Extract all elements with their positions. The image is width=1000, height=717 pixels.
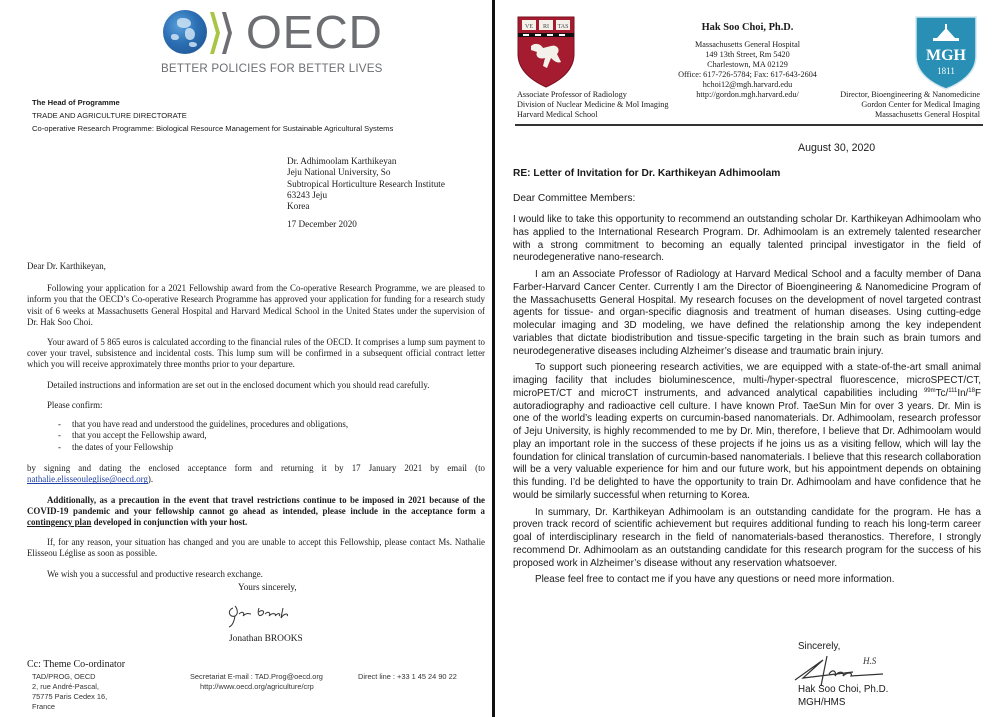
- recipient-line: 63243 Jeju: [287, 189, 328, 200]
- paragraph: I am an Associate Professor of Radiology at Harvard Medical School and a faculty member of Dana Farber-Harvard Cancer Center. Currently I am the Director of Bioengineering & Nanomedicine Program of the Massachusetts General Hospital. My research focuses on the development of novel targeted contrast agents for tissue- and organ-specific diagnosis and treatment of human diseases. Using cutting-edge molecular imaging and 3D modeling, we have defined the relationship among the key independent variables that dictate biodistribution and tissue-specific targeting in the brain such as brain tumors and neurodegenerative diseases including Alzheimer’s disease and traumatic brain injury.: [513, 269, 981, 357]
- list-item: - that you accept the Fellowship award,: [72, 430, 485, 441]
- paragraph: In summary, Dr. Karthikeyan Adhimoolam is an outstanding candidate for the program. He has a proven track record of scientific achievement but requires additional funding to reach his long-term career goal of interdisciplinary research in the field of nanomaterials-based theranostics. Therefore, I strongly recommend Dr. Adhimoolam as an outstanding candidate for this research program for the success of his proposed work in Alzheimer’s disease without any reservation whatsoever.: [513, 506, 981, 569]
- chevron-gray-icon: [222, 12, 232, 54]
- signer-affiliation: MGH/HMS: [798, 696, 846, 708]
- signer-name: Hak Soo Choi, Ph.D.: [798, 684, 889, 695]
- website-link[interactable]: http://www.oecd.org/agriculture/crp: [200, 682, 314, 691]
- cc-line: Cc: Theme Co-ordinator: [27, 659, 126, 670]
- paragraph: Please confirm:: [47, 399, 103, 410]
- svg-text:MGH: MGH: [926, 47, 966, 64]
- signer-name: Jonathan BROOKS: [229, 634, 303, 644]
- paragraph: Detailed instructions and information are set out in the enclosed document which you should read carefully.: [47, 379, 430, 390]
- chevron-green-icon: [210, 12, 220, 54]
- email-link[interactable]: nathalie.elisseouleglise@oecd.org: [27, 474, 148, 485]
- svg-text:RI: RI: [543, 24, 549, 30]
- letterhead-rule: [515, 124, 983, 126]
- letter-date: August 30, 2020: [798, 142, 876, 154]
- recipient-address: [287, 156, 445, 212]
- signature-icon: [225, 600, 315, 628]
- letter-body: [513, 214, 981, 591]
- website-link[interactable]: http://gordon.mgh.harvard.edu/: [696, 90, 799, 99]
- sender-block: [32, 96, 393, 135]
- letter-body: [27, 261, 485, 589]
- svg-text:H.S: H.S: [863, 656, 877, 666]
- sender-directorate: TRADE AND AGRICULTURE DIRECTORATE: [32, 111, 187, 120]
- signer-block: [798, 684, 888, 709]
- sender-title: The Head of Programme: [32, 98, 120, 107]
- closing: Yours sincerely,: [238, 582, 297, 592]
- svg-text:VE: VE: [525, 24, 533, 30]
- list-item: - the dates of your Fellowship: [72, 442, 485, 453]
- contingency-plan: contingency plan: [27, 517, 92, 528]
- list-item: - that you have read and understood the guidelines, procedures and obligations,: [72, 419, 485, 430]
- recipient-line: Jeju National University, So: [287, 167, 391, 178]
- secretariat-email: Secretariat E-mail : TAD.Prog@oecd.org: [190, 672, 323, 681]
- paragraph: Please feel free to contact me if you have any questions or need more information.: [535, 574, 895, 586]
- letterhead-affiliation-right: Director, Bioengineering & Nanomedicine Gordon Center for Medical Imaging Massachusetts General Hospital: [840, 90, 980, 119]
- mgh-shield-icon: [915, 16, 977, 90]
- mgh-letter: [495, 0, 1000, 717]
- paragraph: I would like to take this opportunity to recommend an outstanding scholar Dr. Karthikeyan Adhimoolam who has applied to the International Research Program. Dr. Adhimoolam is an extremely talented researcher with a strong commitment to becoming an equally talented principal investigator in the field of neurodegenerative nano-research.: [513, 214, 981, 264]
- re-line: RE: Letter of Invitation for Dr. Karthikeyan Adhimoolam: [513, 168, 781, 179]
- salutation: Dear Dr. Karthikeyan,: [27, 261, 106, 271]
- email-link[interactable]: hchoi12@mgh.harvard.edu: [702, 80, 793, 89]
- oecd-wordmark: OECD: [246, 6, 383, 58]
- recipient-line: Dr. Adhimoolam Karthikeyan: [287, 156, 397, 166]
- paragraph: We wish you a successful and productive research exchange.: [47, 568, 263, 579]
- paragraph: Your award of 5 865 euros is calculated according to the financial rules of the OECD. It comprises a lump sum payment to cover your travel, subsistence and incidental costs. This lump sum will be confirmed in a subsequent official contract letter which you will receive approximately three months prior to your departure.: [27, 337, 485, 370]
- oecd-letter: [0, 0, 492, 717]
- letterhead-name: Hak Soo Choi, Ph.D.: [701, 22, 794, 33]
- recipient-line: Korea: [287, 201, 310, 212]
- svg-text:1811: 1811: [937, 66, 955, 76]
- paragraph: To support such pioneering research activities, we are equipped with a state-of-the-art small animal imaging facility that includes bioluminescence, multi-/hyper-spectral fluorescence, microSPECT/CT, microPET/CT and microCT instruments, and advanced analytical capabilities including $^{99m}$Tc/$^{111}$In/$^{18}$F autoradiography and radioactive cell culture. I have known Prof. TaeSun Min for over 3 years. Dr. Min is one of the world’s leading experts on curcumin-based nanomaterials. Dr. Adhimoolam, research professor of Jeju University, is highly recommended to me by Dr. Min, therefore, I believe that Dr. Adhimoolam would play an important role in the success of these projects if he joins us as a visiting fellow, which will lay the foundation for clinical translation of curcumin-based nanomaterials. I believe that this research collaboration will be a very valuable experience for him and our future work, but his appointment depends on obtaining this funding. I’d be delighted to have the opportunity to train Dr. Adhimoolam and have confidence that he would be similarly successful when returning to Korea.: [513, 362, 981, 501]
- letter-date: 17 December 2020: [287, 219, 357, 229]
- confirm-list: [72, 419, 485, 453]
- oecd-logo: [160, 6, 383, 76]
- footer-contact: [190, 672, 323, 692]
- paragraph: If, for any reason, your situation has changed and you are unable to accept this Fellowship, please contact Ms. Nathalie Elisseou Léglise as soon as possible.: [27, 537, 485, 559]
- recipient-line: Subtropical Horticulture Research Institute: [287, 178, 445, 189]
- oecd-tagline: BETTER POLICIES FOR BETTER LIVES: [161, 62, 383, 75]
- svg-text:TAS: TAS: [557, 24, 569, 30]
- sender-programme: Co-operative Research Programme: Biological Resource Management for Sustainable Agricultural Systems: [32, 124, 394, 133]
- footer-address: TAD/PROG, OECD 2, rue André-Pascal, 75775 Paris Cedex 16, France: [32, 672, 108, 711]
- closing: Sincerely,: [798, 641, 841, 652]
- globe-icon: [163, 10, 207, 54]
- covid-paragraph: Additionally, as a precaution in the event that travel restrictions continue to be imposed in 2021 because of the COVID-19 pandemic and your fellowship cannot go ahead as intended, please include in the acceptance form a contingency plan developed in conjunction with your host.: [27, 494, 485, 528]
- return-paragraph: by signing and dating the enclosed acceptance form and returning it by 17 January 2021 by email (to nathalie.elisseouleglise@oecd.org).: [27, 463, 485, 485]
- letterhead-affiliation-left: Associate Professor of Radiology Division of Nuclear Medicine & Mol Imaging Harvard Medical School: [517, 90, 669, 119]
- footer-direct-line: Direct line : +33 1 45 24 90 22: [358, 672, 457, 681]
- letterhead-address: Massachusetts General Hospital 149 13th Street, Rm 5420 Charlestown, MA 02129 Office: 617-726-5784; Fax: 617-643-2604 hchoi12@mgh.harvard.edu http://gordon.mgh.harvard.edu/: [495, 40, 1000, 100]
- salutation: Dear Committee Members:: [513, 193, 636, 204]
- paragraph: Following your application for a 2021 Fellowship award from the Co-operative Research Programme, we are pleased to inform you that the OECD’s Co-operative Research Programme has approved your application for funding for a research study visit of 6 weeks at Massachusetts General Hospital and Harvard Medical School in the United States under the supervision of Dr. Hak Soo Choi.: [27, 283, 485, 327]
